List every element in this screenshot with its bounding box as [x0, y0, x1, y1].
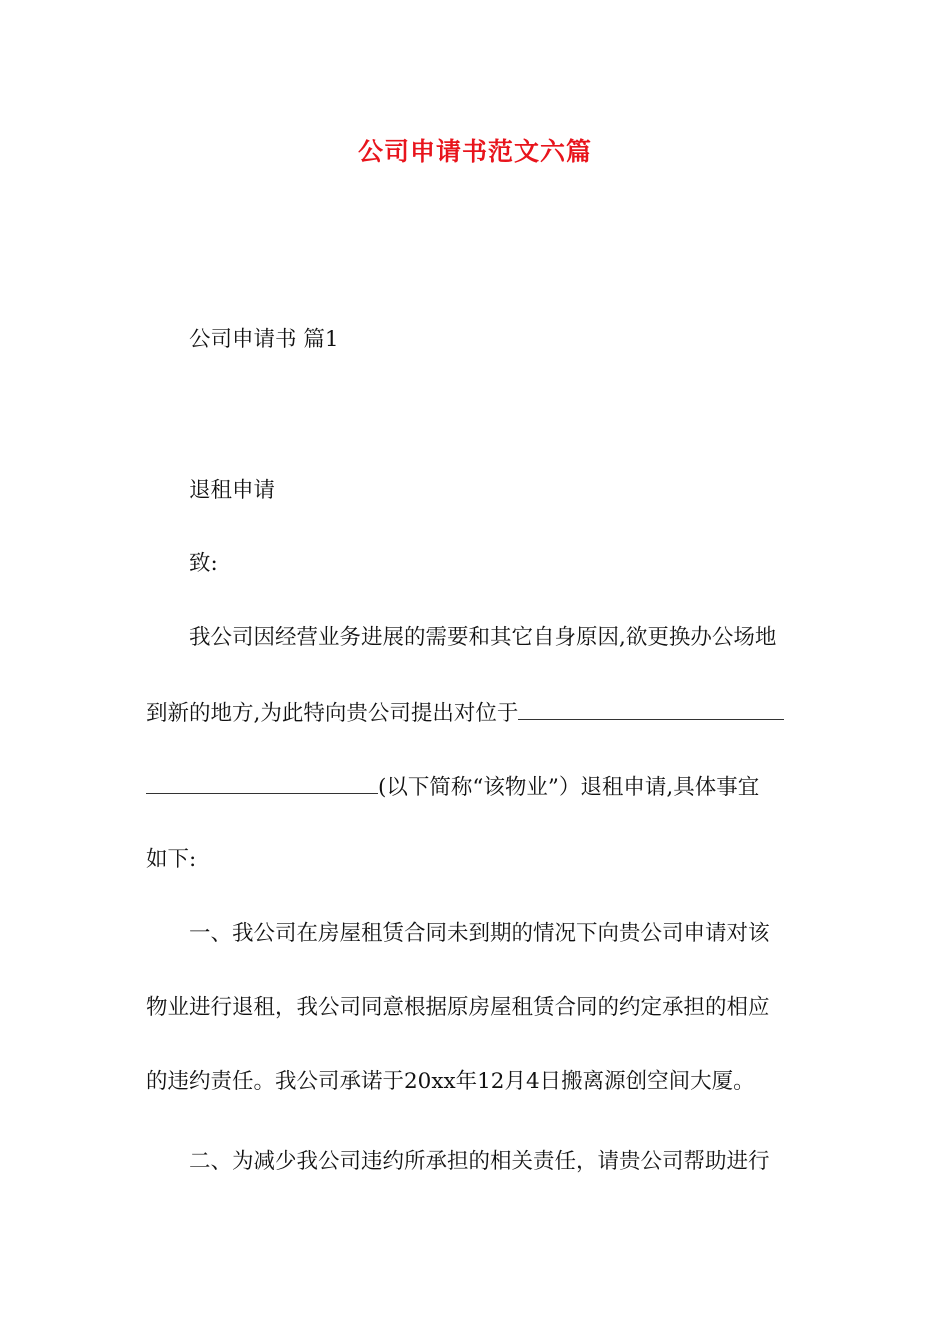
section-heading: 公司申请书 篇1	[189, 327, 339, 352]
paragraph-1-line-2	[146, 697, 784, 729]
paragraph-2-line-1: 一、我公司在房屋租赁合同未到期的情况下向贵公司申请对该	[189, 921, 770, 946]
paragraph-1-line-3	[146, 771, 759, 803]
subject-line: 退租申请	[189, 478, 276, 503]
paragraph-1-line-1: 我公司因经营业务进展的需要和其它自身原因,欲更换办公场地	[189, 625, 777, 650]
paragraph-2-line-2: 物业进行退租，我公司同意根据原房屋租赁合同的约定承担的相应	[146, 995, 770, 1020]
address-blank-line-2	[146, 771, 378, 794]
paragraph-1-line-3-text: (以下简称“该物业”）退租申请,具体事宜	[378, 775, 760, 800]
document-title: 公司申请书范文六篇	[357, 137, 592, 166]
address-blank-line-1	[518, 697, 784, 720]
paragraph-1-line-2-text: 到新的地方,为此特向贵公司提出对位于	[146, 701, 519, 726]
salutation: 致:	[189, 551, 218, 576]
paragraph-1-line-4: 如下:	[146, 847, 197, 872]
paragraph-3-line-1: 二、为减少我公司违约所承担的相关责任，请贵公司帮助进行	[189, 1149, 770, 1174]
paragraph-2-line-3: 的违约责任。我公司承诺于20xx年12月4日搬离源创空间大厦。	[146, 1069, 755, 1094]
